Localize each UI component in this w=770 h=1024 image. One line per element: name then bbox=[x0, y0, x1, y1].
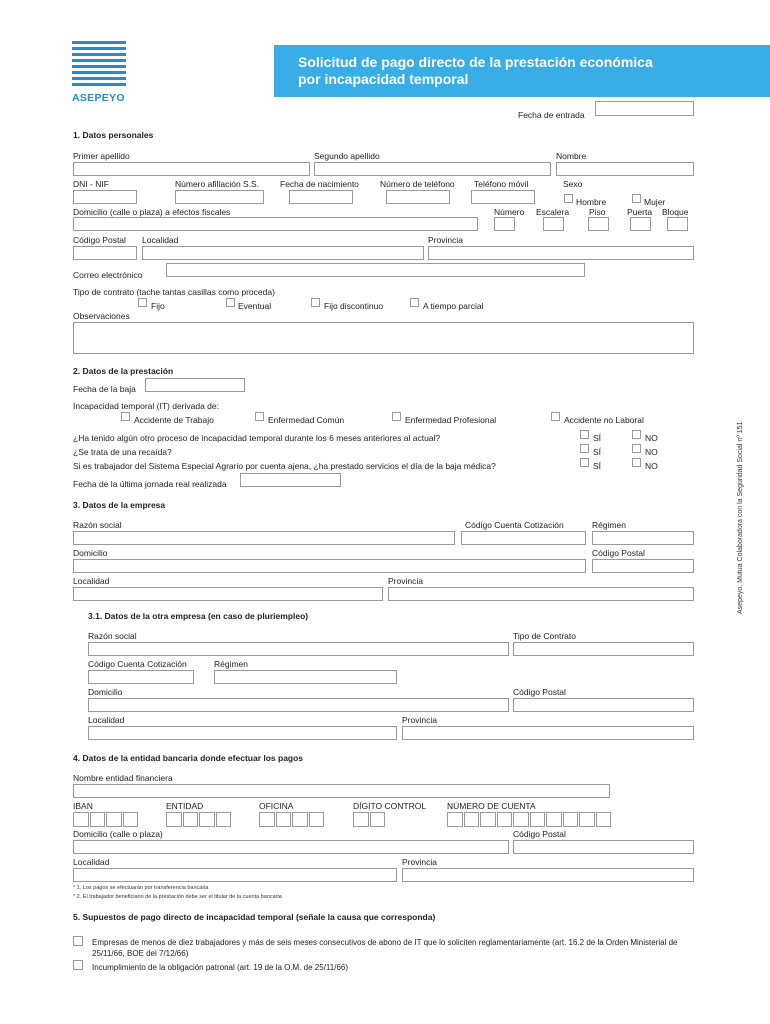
banco-provincia-field[interactable] bbox=[402, 868, 694, 882]
label-movil: Teléfono móvil bbox=[474, 179, 529, 189]
label-puerta: Puerta bbox=[627, 207, 653, 217]
q3-no-checkbox[interactable] bbox=[632, 458, 641, 467]
label-contrato: Tipo de contrato (tache tantas casillas como proceda) bbox=[73, 287, 275, 297]
oficina-digit-cell[interactable] bbox=[259, 812, 275, 827]
label-banco-cp: Código Postal bbox=[513, 829, 566, 839]
footnote-1: * 1. Los pagos se efectuarán por transferencia bancaria bbox=[73, 885, 209, 891]
empresa-domicilio-field[interactable] bbox=[73, 559, 586, 573]
label-accidente-no-laboral: Accidente no Laboral bbox=[564, 415, 644, 425]
nombre-field[interactable] bbox=[556, 162, 694, 176]
footnote-2: * 2. El trabajador beneficiario de la prestación debe ser el titular de la cuenta bancaria bbox=[73, 894, 282, 900]
digito-digit-cell[interactable] bbox=[353, 812, 369, 827]
label-afiliacion: Número afiliación S.S. bbox=[175, 179, 260, 189]
label-fijo: Fijo bbox=[151, 301, 165, 311]
enfermedad-profesional-checkbox[interactable] bbox=[392, 412, 401, 421]
otra-ccc-field[interactable] bbox=[88, 670, 194, 684]
hombre-checkbox[interactable] bbox=[564, 194, 573, 203]
banco-cp-field[interactable] bbox=[513, 840, 694, 854]
label-observaciones: Observaciones bbox=[73, 311, 130, 321]
label-ultima-jornada: Fecha de la última jornada real realizada bbox=[73, 479, 227, 489]
razon-social-field[interactable] bbox=[73, 531, 455, 545]
label-otra-domicilio: Domicilio bbox=[88, 687, 123, 697]
regimen-field[interactable] bbox=[592, 531, 694, 545]
label-domicilio: Domicilio (calle o plaza) a efectos fiscales bbox=[73, 207, 231, 217]
section-3-1-title: 3.1. Datos de la otra empresa (en caso de pluriempleo) bbox=[88, 611, 309, 621]
label-dni: DNI - NIF bbox=[73, 179, 109, 189]
cuenta-digit-cell[interactable] bbox=[596, 812, 612, 827]
label-cp: Código Postal bbox=[73, 235, 126, 245]
cuenta-digit-cell[interactable] bbox=[513, 812, 529, 827]
otra-razon-social-field[interactable] bbox=[88, 642, 509, 656]
cuenta-digit-cell[interactable] bbox=[480, 812, 496, 827]
label-email: Correo electrónico bbox=[73, 270, 143, 280]
label-escalera: Escalera bbox=[536, 207, 570, 217]
section-4-title: 4. Datos de la entidad bancaria donde efectuar los pagos bbox=[73, 753, 304, 763]
label-digito: DÍGITO CONTROL bbox=[353, 801, 427, 811]
iban-digit-cell[interactable] bbox=[73, 812, 89, 827]
q3-si-label: SÍ bbox=[593, 461, 602, 471]
q2-si-label: SÍ bbox=[593, 447, 602, 457]
mujer-checkbox[interactable] bbox=[632, 194, 641, 203]
escalera-field[interactable] bbox=[543, 217, 564, 231]
supuesto-2-text: Incumplimiento de la obligación patronal (art. 19 de la O.M. de 25/11/66) bbox=[92, 963, 348, 972]
label-parcial: A tiempo parcial bbox=[423, 301, 484, 311]
label-enfermedad-profesional: Enfermedad Profesional bbox=[405, 415, 497, 425]
q2-no-checkbox[interactable] bbox=[632, 444, 641, 453]
primer-apellido-field[interactable] bbox=[73, 162, 310, 176]
digito-digit-cell[interactable] bbox=[370, 812, 386, 827]
question-agrario: Si es trabajador del Sistema Especial Agrario por cuenta ajena, ¿ha prestado servicios el día de la baja médica? bbox=[73, 461, 496, 471]
label-accidente-trabajo: Accidente de Trabajo bbox=[134, 415, 214, 425]
label-regimen: Régimen bbox=[592, 520, 627, 530]
label-otra-ccc: Código Cuenta Cotización bbox=[88, 659, 187, 669]
cuenta-digit-cell[interactable] bbox=[546, 812, 562, 827]
section-2-title: 2. Datos de la prestación bbox=[73, 366, 174, 376]
label-otra-provincia: Provincia bbox=[402, 715, 437, 725]
label-fecha-baja: Fecha de la baja bbox=[73, 384, 136, 394]
iban-digit-cell[interactable] bbox=[106, 812, 122, 827]
oficina-digit-cell[interactable] bbox=[309, 812, 325, 827]
label-eventual: Eventual bbox=[238, 301, 272, 311]
ultima-jornada-field[interactable] bbox=[240, 473, 341, 487]
label-empresa-localidad: Localidad bbox=[73, 576, 110, 586]
otra-cp-field[interactable] bbox=[513, 698, 694, 712]
observaciones-field[interactable] bbox=[73, 322, 694, 354]
provincia-field[interactable] bbox=[428, 246, 694, 260]
iban-digit-cell[interactable] bbox=[123, 812, 139, 827]
label-telefono: Número de teléfono bbox=[380, 179, 455, 189]
fijo-checkbox[interactable] bbox=[138, 298, 147, 307]
cuenta-digit-cell[interactable] bbox=[563, 812, 579, 827]
label-otra-localidad: Localidad bbox=[88, 715, 125, 725]
iban-digit-cell[interactable] bbox=[90, 812, 106, 827]
numero-field[interactable] bbox=[494, 217, 515, 231]
form-title-line-1: Solicitud de pago directo de la prestación económica bbox=[298, 54, 653, 70]
enfermedad-comun-checkbox[interactable] bbox=[255, 412, 264, 421]
q1-si-checkbox[interactable] bbox=[580, 430, 589, 439]
cp-field[interactable] bbox=[73, 246, 137, 260]
label-primer-apellido: Primer apellido bbox=[73, 151, 130, 161]
dni-field[interactable] bbox=[73, 190, 137, 204]
label-nacimiento: Fecha de nacimiento bbox=[280, 179, 359, 189]
accidente-trabajo-checkbox[interactable] bbox=[121, 412, 130, 421]
q2-si-checkbox[interactable] bbox=[580, 444, 589, 453]
label-bloque: Bloque bbox=[662, 207, 689, 217]
piso-field[interactable] bbox=[588, 217, 609, 231]
label-provincia: Provincia bbox=[428, 235, 463, 245]
label-iban: IBAN bbox=[73, 801, 93, 811]
q1-no-checkbox[interactable] bbox=[632, 430, 641, 439]
label-otra-cp: Código Postal bbox=[513, 687, 566, 697]
banco-localidad-field[interactable] bbox=[73, 868, 397, 882]
question-previous-it: ¿Ha tenido algún otro proceso de incapacidad temporal durante los 6 meses anteriores al actual? bbox=[73, 433, 441, 443]
supuesto-1-checkbox[interactable] bbox=[73, 936, 83, 946]
cuenta-digit-cell[interactable] bbox=[464, 812, 480, 827]
cuenta-digit-cell[interactable] bbox=[579, 812, 595, 827]
entidad-digit-cell[interactable] bbox=[199, 812, 215, 827]
asepeyo-logo-icon bbox=[72, 41, 126, 89]
telefono-field[interactable] bbox=[386, 190, 450, 204]
form-title-line-2: por incapacidad temporal bbox=[298, 71, 469, 87]
label-enfermedad-comun: Enfermedad Común bbox=[268, 415, 345, 425]
movil-field[interactable] bbox=[471, 190, 535, 204]
label-banco-domicilio: Domicilio (calle o plaza) bbox=[73, 829, 163, 839]
otra-localidad-field[interactable] bbox=[88, 726, 397, 740]
parcial-checkbox[interactable] bbox=[410, 298, 419, 307]
section-1-title: 1. Datos personales bbox=[73, 130, 154, 140]
cuenta-digit-cell[interactable] bbox=[497, 812, 513, 827]
fecha-baja-field[interactable] bbox=[145, 378, 245, 392]
empresa-provincia-field[interactable] bbox=[388, 587, 694, 601]
label-banco-provincia: Provincia bbox=[402, 857, 437, 867]
domicilio-field[interactable] bbox=[73, 217, 478, 231]
label-nombre: Nombre bbox=[556, 151, 587, 161]
entidad-digit-cell[interactable] bbox=[183, 812, 199, 827]
otra-provincia-field[interactable] bbox=[402, 726, 694, 740]
empresa-localidad-field[interactable] bbox=[73, 587, 383, 601]
label-entidad-financiera: Nombre entidad financiera bbox=[73, 773, 173, 783]
localidad-field[interactable] bbox=[142, 246, 424, 260]
oficina-digit-cell[interactable] bbox=[276, 812, 292, 827]
section-5-title: 5. Supuestos de pago directo de incapacidad temporal (señale la causa que corresponda) bbox=[73, 912, 436, 922]
entidad-financiera-field[interactable] bbox=[73, 784, 610, 798]
otra-domicilio-field[interactable] bbox=[88, 698, 509, 712]
afiliacion-field[interactable] bbox=[175, 190, 264, 204]
label-cuenta: NÚMERO DE CUENTA bbox=[447, 801, 536, 811]
label-empresa-cp: Código Postal bbox=[592, 548, 645, 558]
brand-name: ASEPEYO bbox=[72, 92, 125, 104]
oficina-digit-cell[interactable] bbox=[292, 812, 308, 827]
label-sexo: Sexo bbox=[563, 179, 583, 189]
label-otra-razon-social: Razón social bbox=[88, 631, 137, 641]
accidente-no-laboral-checkbox[interactable] bbox=[551, 412, 560, 421]
label-mujer: Mujer bbox=[644, 197, 666, 207]
otra-regimen-field[interactable] bbox=[214, 670, 397, 684]
label-otra-regimen: Régimen bbox=[214, 659, 249, 669]
supuesto-1-text: Empresas de menos de diez trabajadores y más de seis meses consecutivos de abono de IT que lo soliciten reglamentariamente (art. 16.2 de la Orden Ministerial de 25/11/66, BOE del 7/12/66) bbox=[92, 938, 678, 958]
label-ccc: Código Cuenta Cotización bbox=[465, 520, 564, 530]
puerta-field[interactable] bbox=[630, 217, 651, 231]
q1-no-label: NO bbox=[645, 433, 658, 443]
label-entidad: ENTIDAD bbox=[166, 801, 204, 811]
banco-domicilio-field[interactable] bbox=[73, 840, 509, 854]
label-banco-localidad: Localidad bbox=[73, 857, 110, 867]
entidad-digit-cell[interactable] bbox=[166, 812, 182, 827]
tipo-contrato-field[interactable] bbox=[513, 642, 694, 656]
ccc-field[interactable] bbox=[461, 531, 586, 545]
label-razon-social: Razón social bbox=[73, 520, 122, 530]
label-piso: Piso bbox=[589, 207, 606, 217]
q2-no-label: NO bbox=[645, 447, 658, 457]
email-field[interactable] bbox=[166, 263, 585, 277]
entry-date-field[interactable] bbox=[595, 101, 694, 116]
cuenta-digit-cell[interactable] bbox=[447, 812, 463, 827]
supuesto-2-checkbox[interactable] bbox=[73, 960, 83, 970]
segundo-apellido-field[interactable] bbox=[314, 162, 551, 176]
entidad-digit-cell[interactable] bbox=[216, 812, 232, 827]
q3-si-checkbox[interactable] bbox=[580, 458, 589, 467]
label-numero: Número bbox=[494, 207, 525, 217]
label-tipo-contrato: Tipo de Contrato bbox=[513, 631, 576, 641]
bloque-field[interactable] bbox=[667, 217, 688, 231]
empresa-cp-field[interactable] bbox=[592, 559, 694, 573]
fijo-discontinuo-checkbox[interactable] bbox=[311, 298, 320, 307]
eventual-checkbox[interactable] bbox=[226, 298, 235, 307]
label-empresa-provincia: Provincia bbox=[388, 576, 423, 586]
q1-si-label: SÍ bbox=[593, 433, 602, 443]
label-derivada: Incapacidad temporal (IT) derivada de: bbox=[73, 401, 219, 411]
section-3-title: 3. Datos de la empresa bbox=[73, 500, 166, 510]
entry-date-label: Fecha de entrada bbox=[518, 110, 585, 120]
nacimiento-field[interactable] bbox=[289, 190, 353, 204]
label-segundo-apellido: Segundo apellido bbox=[314, 151, 380, 161]
label-fijo-discontinuo: Fijo discontinuo bbox=[324, 301, 384, 311]
label-empresa-domicilio: Domicilio bbox=[73, 548, 108, 558]
label-oficina: OFICINA bbox=[259, 801, 294, 811]
q3-no-label: NO bbox=[645, 461, 658, 471]
cuenta-digit-cell[interactable] bbox=[530, 812, 546, 827]
side-legal-text: Asepeyo, Mutua Colaboradora con la Seguridad Social nº 151 bbox=[737, 421, 744, 614]
label-localidad: Localidad bbox=[142, 235, 179, 245]
question-recaida: ¿Se trata de una recaída? bbox=[73, 447, 172, 457]
label-hombre: Hombre bbox=[576, 197, 607, 207]
